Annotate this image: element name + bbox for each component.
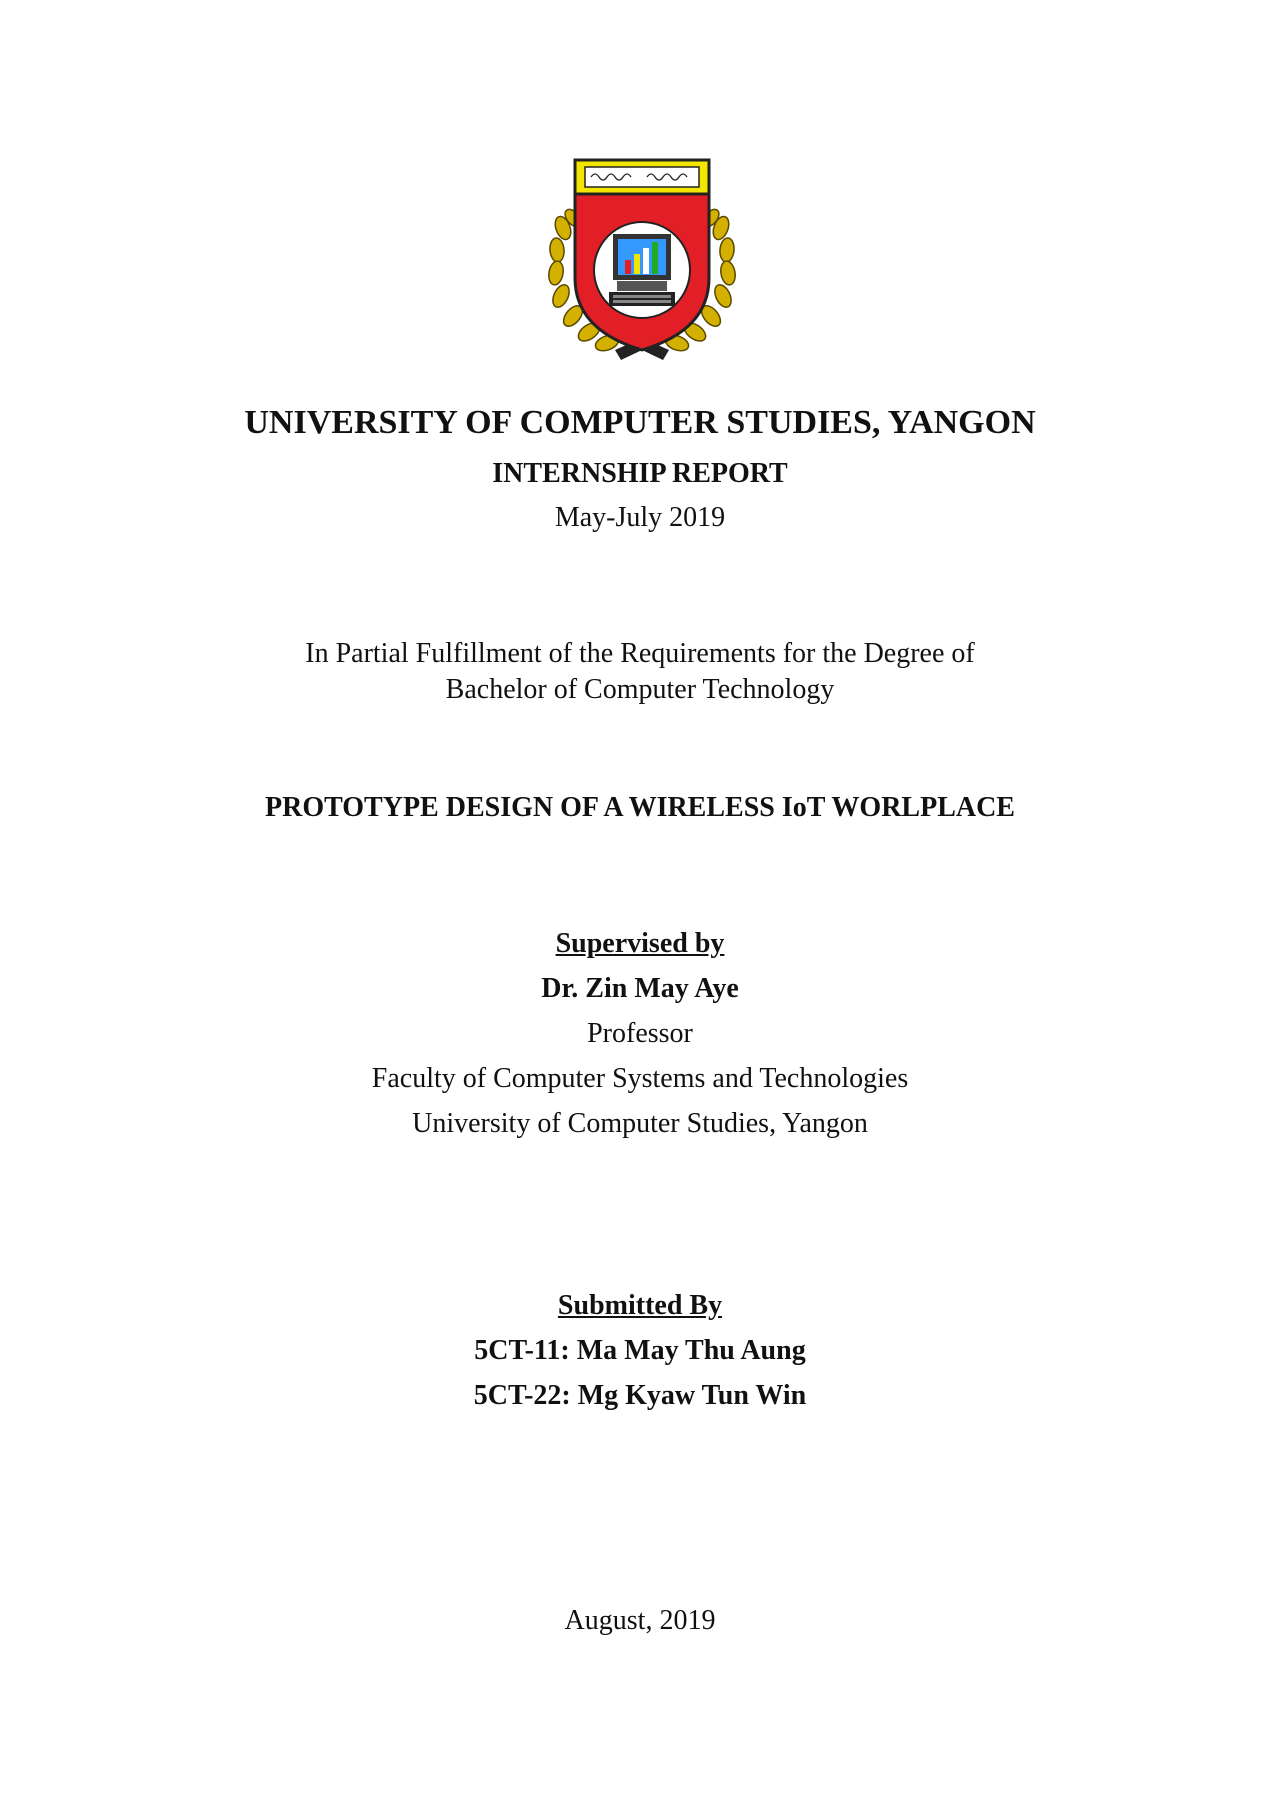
supervisor-faculty: Faculty of Computer Systems and Technologies (371, 1063, 909, 1094)
fulfillment-line-1: In Partial Fulfillment of the Requirements for the Degree of (305, 638, 975, 669)
supervisor-heading: Supervised by (555, 928, 725, 959)
report-period: May-July 2019 (554, 502, 726, 533)
report-type: INTERNSHIP REPORT (492, 458, 788, 489)
supervisor-university: University of Computer Studies, Yangon (412, 1108, 868, 1139)
student-entry: 5CT-22: Mg Kyaw Tun Win (473, 1380, 807, 1411)
university-name: UNIVERSITY OF COMPUTER STUDIES, YANGON (244, 404, 1036, 441)
ucsy-crest-icon (545, 158, 739, 364)
supervisor-name: Dr. Zin May Aye (541, 973, 739, 1004)
project-title: PROTOTYPE DESIGN OF A WIRELESS IoT WORLPLACE (265, 792, 1015, 823)
submitted-heading: Submitted By (557, 1290, 723, 1321)
report-date: August, 2019 (564, 1605, 716, 1636)
student-entry: 5CT-11: Ma May Thu Aung (474, 1335, 806, 1366)
supervisor-title: Professor (587, 1018, 693, 1049)
fulfillment-line-2: Bachelor of Computer Technology (445, 674, 835, 705)
